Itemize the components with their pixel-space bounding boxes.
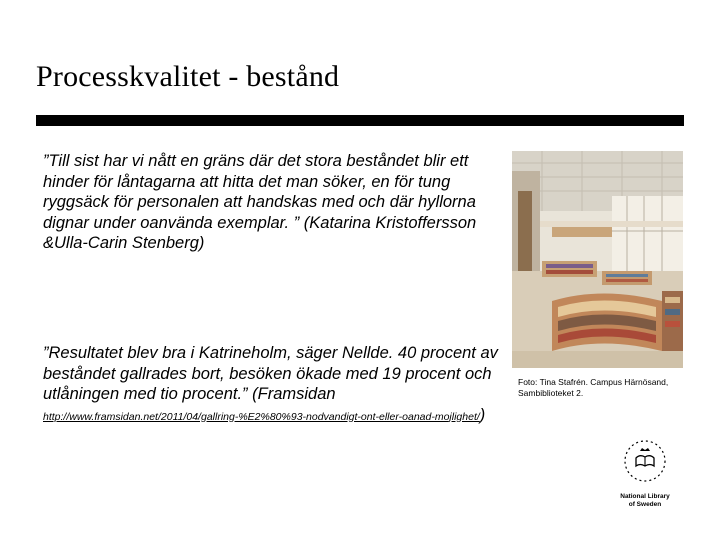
quote-nellde-close: ): [479, 405, 486, 424]
quote-kristoffersson: ”Till sist har vi nått en gräns där det stora beståndet blir ett hinder för låntagarna att hitta det man söker, en för tung ryggsäck för personalen att handskas med och där hyllorna dignar under oanvända exemplar. ” (Katarina Kristoffersson &Ulla-Carin Stenberg): [43, 152, 477, 252]
slide-title: Processkvalitet - bestånd: [36, 60, 340, 93]
photo-caption: Foto: Tina Stafrén. Campus Härnösand, Sambiblioteket 2.: [518, 377, 669, 398]
quote-nellde: [43, 343, 513, 427]
library-photo: [512, 151, 683, 368]
title-divider: [36, 115, 684, 126]
framsidan-link[interactable]: http://www.framsidan.net/2011/04/gallring-%E2%80%93-nodvandigt-ont-eller-oanad-mojlighet/: [43, 410, 480, 423]
logo-line1: National Library: [620, 493, 670, 500]
quote-nellde-text: ”Resultatet blev bra i Katrineholm, säger Nellde. 40 procent av beståndet gallrades bort, besöken ökade med 19 procent och utlåningen med tio procent.” (Framsidan: [43, 344, 498, 403]
national-library-logo: [610, 438, 680, 510]
logo-line2: of Sweden: [628, 501, 662, 508]
